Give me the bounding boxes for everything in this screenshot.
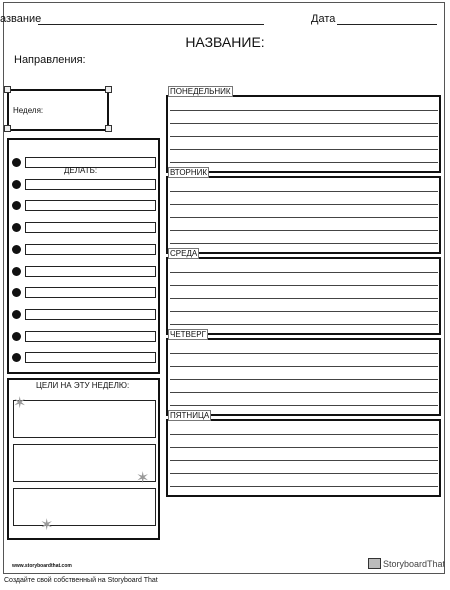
day-label: СРЕДА [170, 249, 198, 258]
todo-item-field[interactable] [25, 222, 156, 233]
logo-icon [368, 558, 381, 569]
date-label: Дата [311, 13, 336, 25]
writing-line[interactable] [170, 162, 438, 163]
week-box[interactable] [7, 89, 109, 131]
writing-line[interactable] [170, 110, 438, 111]
goal-box[interactable] [13, 444, 156, 482]
day-label: ПОНЕДЕЛЬНИК [170, 87, 231, 96]
writing-line[interactable] [170, 298, 438, 299]
writing-line[interactable] [170, 366, 438, 367]
bullet-icon [12, 332, 21, 341]
resize-handle-icon[interactable] [4, 86, 11, 93]
week-label: Неделя: [13, 106, 44, 115]
writing-line[interactable] [170, 230, 438, 231]
bullet-icon [12, 245, 21, 254]
name-label: азвание [0, 13, 42, 25]
bullet-icon [12, 267, 21, 276]
sparkle-icon: ✶ [40, 517, 54, 534]
bullet-icon [12, 310, 21, 319]
todo-item-field[interactable] [25, 244, 156, 255]
writing-line[interactable] [170, 136, 438, 137]
resize-handle-icon[interactable] [4, 125, 11, 132]
resize-handle-icon[interactable] [105, 125, 112, 132]
footer-url[interactable]: www.storyboardthat.com [12, 563, 72, 569]
writing-line[interactable] [170, 311, 438, 312]
todo-title: ДЕЛАТЬ: [64, 166, 98, 175]
writing-line[interactable] [170, 486, 438, 487]
bullet-icon [12, 158, 21, 167]
writing-line[interactable] [170, 123, 438, 124]
writing-line[interactable] [170, 405, 438, 406]
writing-line[interactable] [170, 447, 438, 448]
writing-line[interactable] [170, 324, 438, 325]
date-field-line[interactable] [337, 24, 437, 25]
bottom-caption[interactable]: Создайте свой собственный на Storyboard That [4, 577, 158, 584]
writing-line[interactable] [170, 243, 438, 244]
resize-handle-icon[interactable] [105, 86, 112, 93]
todo-item-field[interactable] [25, 352, 156, 363]
storyboardthat-logo[interactable] [368, 558, 445, 569]
todo-item-field[interactable] [25, 179, 156, 190]
sparkle-icon: ✶ [13, 395, 27, 412]
writing-line[interactable] [170, 285, 438, 286]
writing-line[interactable] [170, 460, 438, 461]
writing-line[interactable] [170, 353, 438, 354]
bullet-icon [12, 180, 21, 189]
todo-item-field[interactable] [25, 331, 156, 342]
logo-text: StoryboardThat [383, 558, 446, 569]
sparkle-icon: ✶ [136, 470, 150, 487]
todo-item-field[interactable] [25, 309, 156, 320]
writing-line[interactable] [170, 191, 438, 192]
writing-line[interactable] [170, 217, 438, 218]
page-title: НАЗВАНИЕ: [185, 34, 265, 50]
directions-label: Направления: [14, 54, 86, 66]
writing-line[interactable] [170, 473, 438, 474]
day-label: ЧЕТВЕРГ [170, 330, 206, 339]
writing-line[interactable] [170, 149, 438, 150]
writing-line[interactable] [170, 392, 438, 393]
writing-line[interactable] [170, 272, 438, 273]
writing-line[interactable] [170, 204, 438, 205]
todo-item-field[interactable] [25, 200, 156, 211]
day-label: ПЯТНИЦА [170, 411, 210, 420]
goal-box[interactable] [13, 488, 156, 526]
writing-line[interactable] [170, 379, 438, 380]
name-field-line[interactable] [38, 24, 264, 25]
todo-item-field[interactable] [25, 266, 156, 277]
goal-box[interactable] [13, 400, 156, 438]
writing-line[interactable] [170, 434, 438, 435]
day-label: ВТОРНИК [170, 168, 208, 177]
goals-title: ЦЕЛИ НА ЭТУ НЕДЕЛЮ: [36, 381, 130, 390]
todo-item-field[interactable] [25, 287, 156, 298]
